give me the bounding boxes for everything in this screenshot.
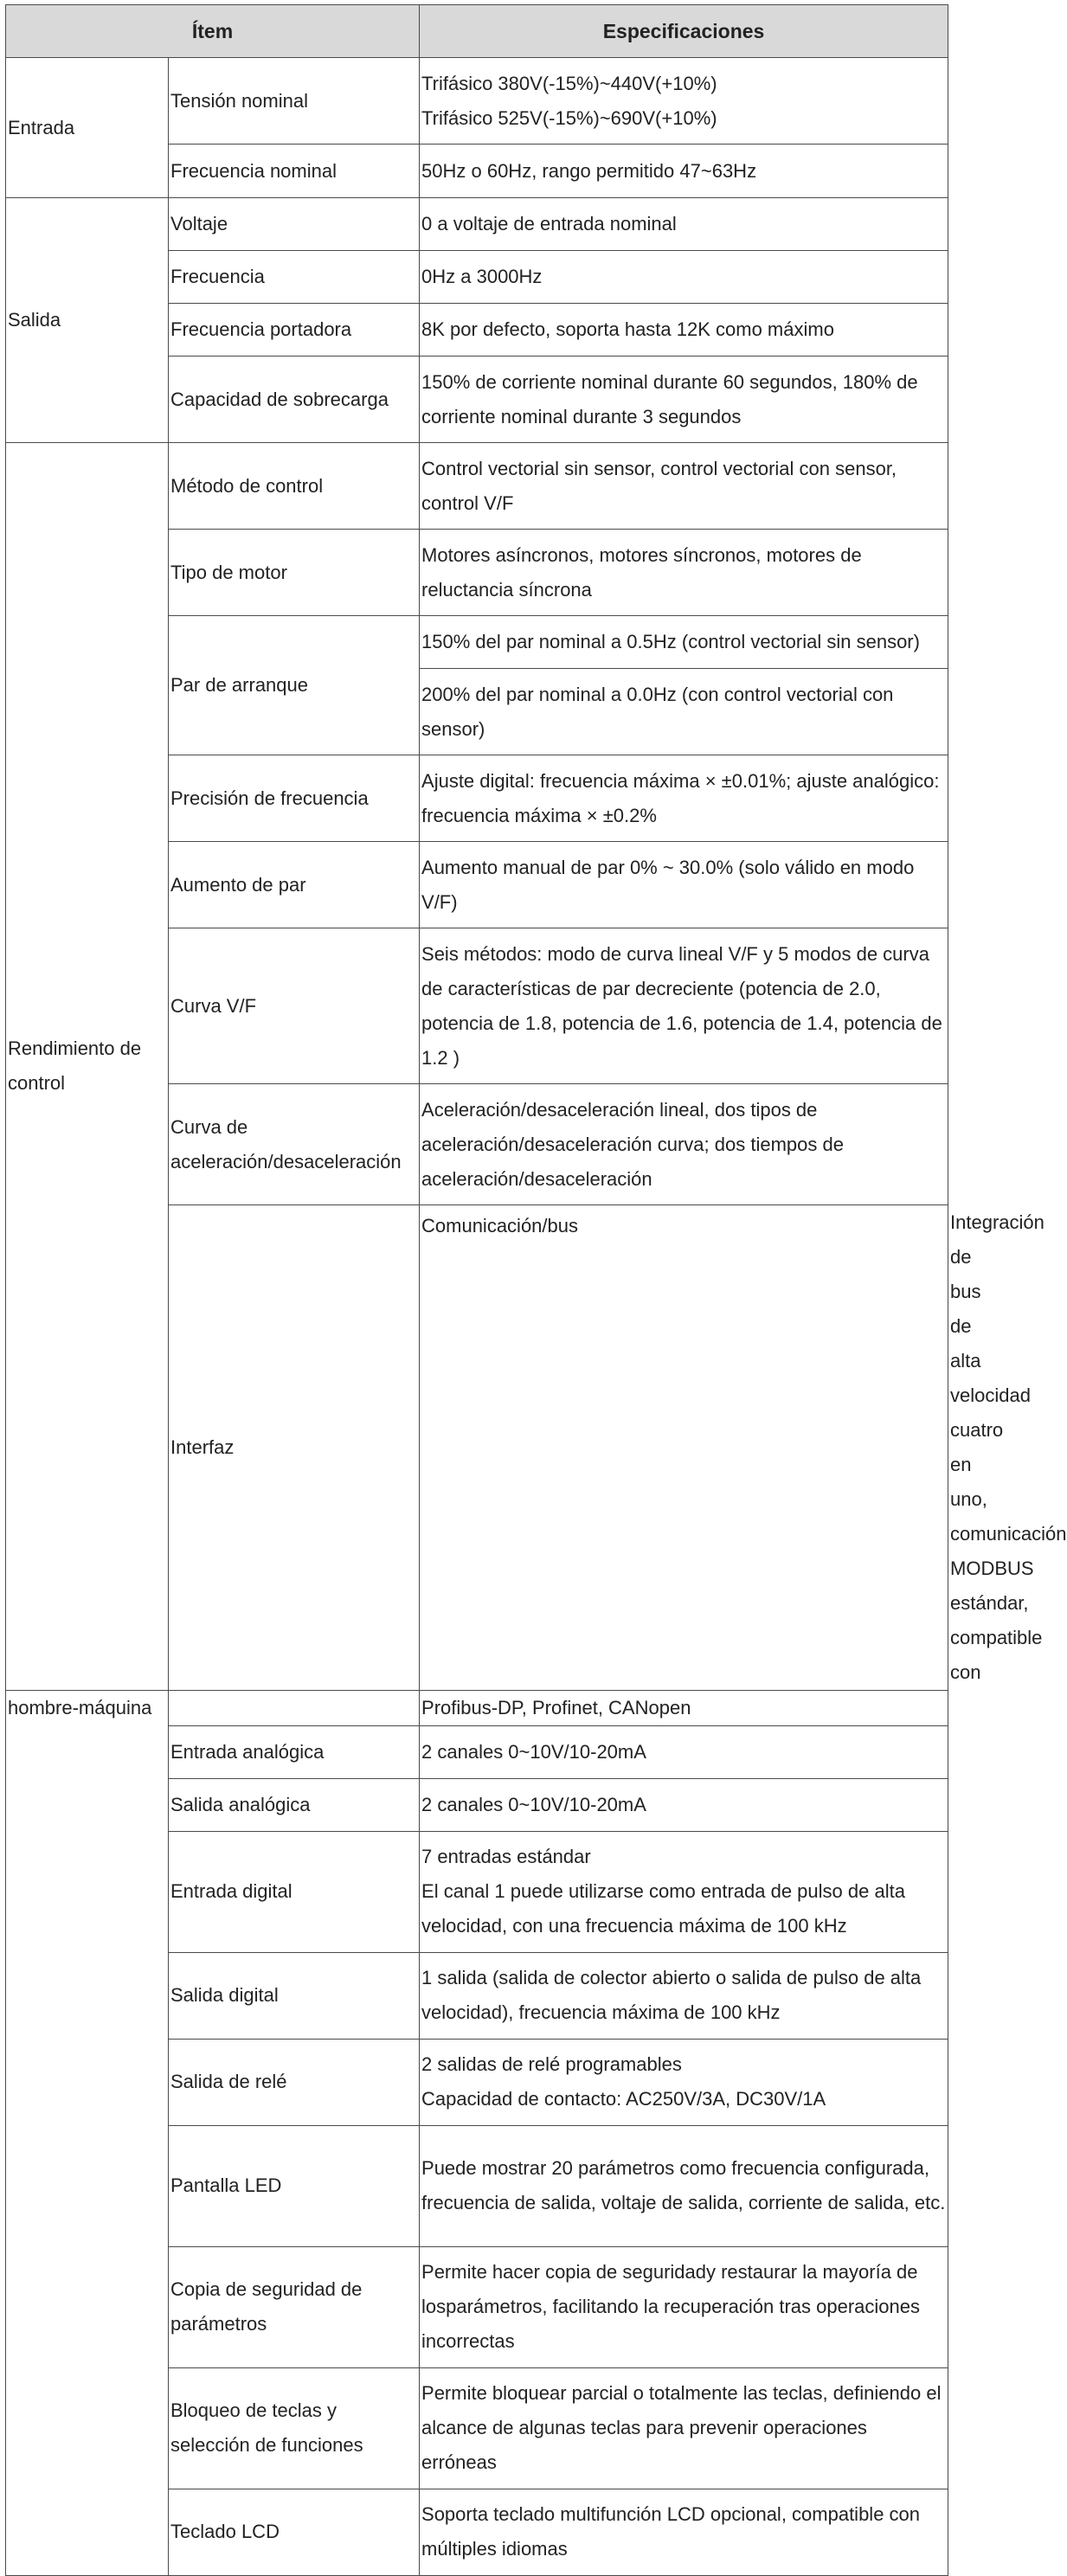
spec-cell: 8K por defecto, soporta hasta 12K como máximo [420,304,948,357]
spec-cell: Seis métodos: modo de curva lineal V/F y 5 modos de curva de características de par decreciente (potencia de 2.0, potencia de 1.8, potencia de 1.6, potencia de 1.4, potencia de 1.2 ) [420,928,948,1084]
spec-cell: Soporta teclado multifunción LCD opcional, compatible con múltiples idiomas [420,2489,948,2575]
table-row [6,198,948,251]
spec-line: Trifásico 525V(-15%)~690V(+10%) [421,106,717,129]
table-row [6,58,948,145]
param-cell: Entrada digital [169,1831,420,1952]
spec-line: Trifásico 380V(-15%)~440V(+10%) [421,72,717,94]
spec-cell: 200% del par nominal a 0.0Hz (con control vectorial con sensor) [420,669,948,755]
spec-line: El canal 1 puede utilizarse como entrada de pulso de alta velocidad, con una frecuencia máxima de 100 kHz [421,1880,905,1937]
param-cell: Aumento de par [169,842,420,928]
spec-cell: Permite bloquear parcial o totalmente las teclas, definiendo el alcance de algunas teclas para prevenir operaciones erróneas [420,2367,948,2489]
param-cell: Voltaje [169,198,420,251]
spec-table [5,4,1067,2576]
table-row [6,1690,948,1725]
group-salida: Salida [6,198,169,443]
param-cell: Copia de seguridad de parámetros [169,2246,420,2367]
spec-cell: 2 canales 0~10V/10-20mA [420,1725,948,1778]
spec-cell [420,58,948,145]
param-cell: Par de arranque [169,616,420,755]
param-cell [169,1690,420,1725]
param-cell: Curva V/F [169,928,420,1084]
spec-cell: 2 canales 0~10V/10-20mA [420,1778,948,1831]
param-cell: Precisión de frecuencia [169,755,420,842]
param-cell: Frecuencia nominal [169,145,420,198]
param-cell: Salida analógica [169,1778,420,1831]
spec-cell [420,2039,948,2125]
spec-cell: Aumento manual de par 0% ~ 30.0% (solo válido en modo V/F) [420,842,948,928]
spec-cell: 0Hz a 3000Hz [420,251,948,304]
param-cell: Entrada analógica [169,1725,420,1778]
spec-cell: Motores asíncronos, motores síncronos, motores de reluctancia síncrona [420,530,948,616]
spec-line: 7 entradas estándar [421,1846,591,1867]
spec-cell: 50Hz o 60Hz, rango permitido 47~63Hz [420,145,948,198]
param-cell: Pantalla LED [169,2125,420,2246]
param-cell: Capacidad de sobrecarga [169,357,420,443]
spec-cell: 150% de corriente nominal durante 60 segundos, 180% de corriente nominal durante 3 segundos [420,357,948,443]
param-cell: Comunicación/bus [420,1205,948,1691]
param-cell: Frecuencia [169,251,420,304]
spec-cell: 1 salida (salida de colector abierto o salida de pulso de alta velocidad), frecuencia máxima de 100 kHz [420,1952,948,2039]
spec-cell: 0 a voltaje de entrada nominal [420,198,948,251]
group-interfaz-line2: hombre-máquina [8,1696,152,1718]
spec-cell: Control vectorial sin sensor, control vectorial con sensor, control V/F [420,443,948,530]
spec-cell: Aceleración/desaceleración lineal, dos tipos de aceleración/desaceleración curva; dos tiempos de aceleración/desaceleración [420,1084,948,1205]
header-row [6,5,948,58]
param-cell: Teclado LCD [169,2489,420,2575]
spec-cell: Puede mostrar 20 parámetros como frecuencia configurada, frecuencia de salida, voltaje de salida, corriente de salida, etc. [420,2125,948,2246]
param-cell: Salida digital [169,1952,420,2039]
spec-cell: Permite hacer copia de seguridady restaurar la mayoría de losparámetros, facilitando la recuperación tras operaciones incorrectas [420,2246,948,2367]
param-cell: Salida de relé [169,2039,420,2125]
param-cell: Frecuencia portadora [169,304,420,357]
spec-cell [420,1831,948,1952]
header-spec: Especificaciones [420,5,948,58]
spec-line: 2 salidas de relé programables [421,2053,682,2075]
param-cell: Método de control [169,443,420,530]
spec-line: Capacidad de contacto: AC250V/3A, DC30V/1A [421,2088,826,2110]
spec-cell: 150% del par nominal a 0.5Hz (control vectorial sin sensor) [420,616,948,669]
param-cell: Bloqueo de teclas y selección de funciones [169,2367,420,2489]
table-row: Interfaz Comunicación/bus Integración de bus de alta velocidad cuatro en uno, comunicación MODBUS estándar, compatible con [6,1205,948,1691]
group-entrada: Entrada [6,58,169,198]
header-item: Ítem [6,5,420,58]
param-cell: Tipo de motor [169,530,420,616]
group-rendimiento: Rendimiento de control [6,443,169,1691]
spec-cell: Ajuste digital: frecuencia máxima × ±0.01%; ajuste analógico: frecuencia máxima × ±0.2% [420,755,948,842]
param-cell: Curva de aceleración/desaceleración [169,1084,420,1205]
group-interfaz-cont [6,1690,169,2575]
param-cell: Tensión nominal [169,58,420,145]
table-row [6,443,948,530]
spec-cell: Profibus-DP, Profinet, CANopen [420,1690,948,1725]
group-interfaz: Interfaz [169,1205,420,1691]
